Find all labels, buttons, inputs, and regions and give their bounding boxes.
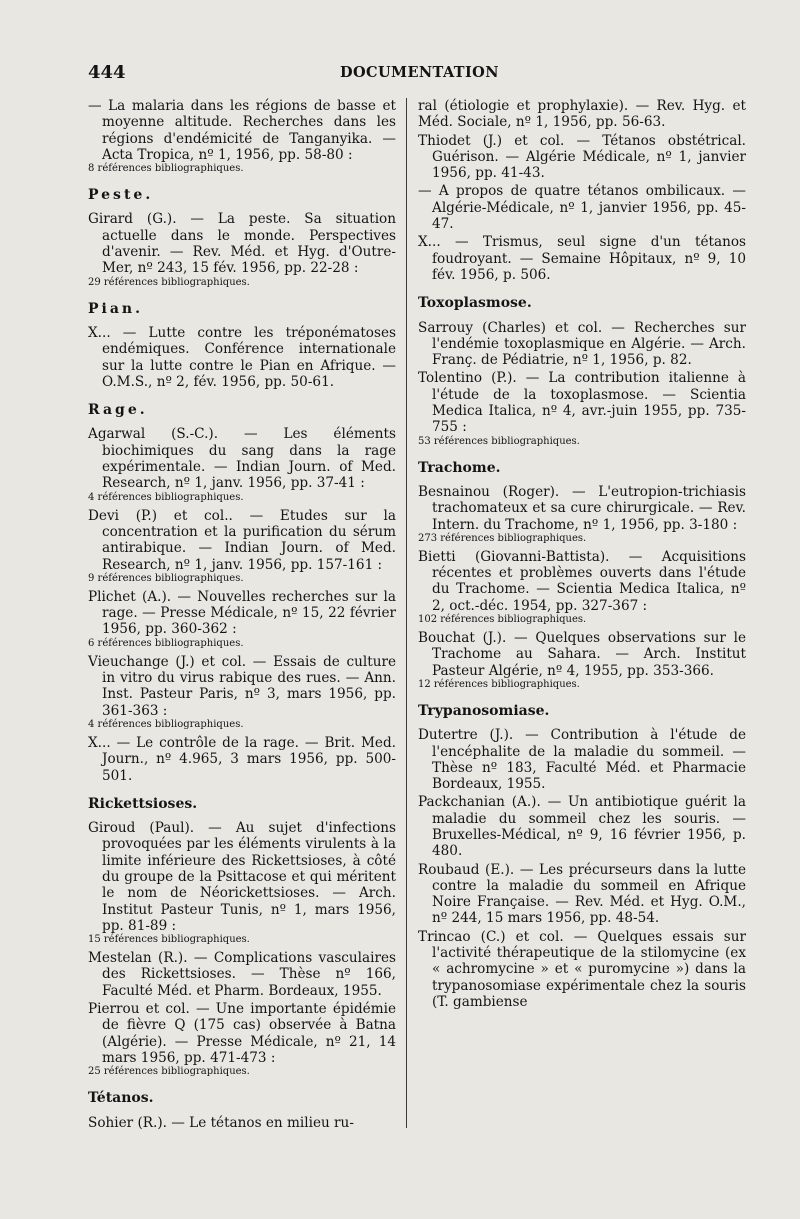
right-column xyxy=(418,98,746,1010)
section-heading-trachome: Trachome. xyxy=(418,459,501,476)
entry-rage-x: X... — Le contrôle de la rage. — Brit. Med. Journ., nº 4.965, 3 mars 1956, pp. 500-501. xyxy=(88,734,396,784)
section-heading-pian: Pian. xyxy=(88,300,143,317)
entry-malaria: — La malaria dans les régions de basse et moyenne altitude. Recherches dans les régions d'endémicité de Tanganyika. — Acta Tropica, nº 1, 1956, pp. 58-80 : xyxy=(88,98,396,163)
refs-note: 273 références bibliographiques. xyxy=(418,532,587,544)
column-divider xyxy=(406,98,407,1128)
entry-vieuchange: Vieuchange (J.) et col. — Essais de culture in vitro du virus rabique des rues. — Ann. Inst. Pasteur Paris, nº 3, mars 1956, pp. 361-363 : xyxy=(88,653,396,719)
entry-dutertre: Dutertre (J.). — Contribution à l'étude de l'encéphalite de la maladie du sommeil. — Thèse nº 183, Faculté Méd. et Pharmacie Bordeaux, 1955. xyxy=(418,727,746,793)
left-column xyxy=(88,98,396,1131)
refs-note: 4 références bibliographiques. xyxy=(88,491,244,503)
entry-packchanian: Packchanian (A.). — Un antibiotique guérit la maladie du sommeil chez les souris. — Bruxelles-Médical, nº 9, 16 février 1956, p. 480. xyxy=(418,794,746,860)
entry-besnainou: Besnainou (Roger). — L'eutropion-trichiasis trachomateux et sa cure chirurgicale. — Rev. Intern. du Trachome, nº 1, 1956, pp. 3-180 : xyxy=(418,483,746,533)
entry-sarrouy: Sarrouy (Charles) et col. — Recherches sur l'endémie toxoplasmique en Algérie. — Arch. Franç. de Pédiatrie, nº 1, 1956, p. 82. xyxy=(418,319,746,369)
entry-sohier: Sohier (R.). — Le tétanos en milieu ru- xyxy=(88,1114,354,1131)
entry-giroud: Giroud (Paul). — Au sujet d'infections provoquées par les éléments virulents à la limite inférieure des Rickettsioses, à côté du groupe de la Psittacose et qui méritent le nom de Néorickettsioses. — Arch. Institut Pasteur Tunis, nº 1, mars 1956, pp. 81-89 : xyxy=(88,820,396,934)
entry-bouchat: Bouchat (J.). — Quelques observations sur le Trachome au Sahara. — Arch. Institut Pasteur Algérie, nº 4, 1955, pp. 353-366. xyxy=(418,630,746,679)
refs-note: 15 références bibliographiques. xyxy=(88,934,250,946)
entry-devi: Devi (P.) et col.. — Etudes sur la concentration et la purification du sérum antirabique. — Indian Journ. of Med. Research, nº 1, janv. 1956, pp. 157-161 : xyxy=(88,507,396,573)
section-heading-rage: Rage. xyxy=(88,402,148,419)
running-title: DOCUMENTATION xyxy=(340,64,499,81)
section-heading-peste: Peste. xyxy=(88,187,154,204)
section-heading-tetanos: Tétanos. xyxy=(88,1090,154,1107)
section-heading-toxoplasmose: Toxoplasmose. xyxy=(418,295,532,312)
entry-thiodet: Thiodet (J.) et col. — Tétanos obstétrical. Guérison. — Algérie Médicale, nº 1, janvier 1956, pp. 41-43. xyxy=(418,132,746,182)
entry-pian-x: X... — Lutte contre les tréponématoses endémiques. Conférence internationale sur la lutte contre le Pian en Afrique. — O.M.S., nº 2, fév. 1956, pp. 50-61. xyxy=(88,324,396,390)
entry-tetanos-x: X... — Trismus, seul signe d'un tétanos foudroyant. — Semaine Hôpitaux, nº 9, 10 fév. 1956, p. 506. xyxy=(418,234,746,283)
refs-note: 25 références bibliographiques. xyxy=(88,1066,250,1078)
refs-note: 53 références bibliographiques. xyxy=(418,435,580,447)
section-heading-trypanosomiase: Trypanosomiase. xyxy=(418,702,550,719)
entry-plichet: Plichet (A.). — Nouvelles recherches sur la rage. — Presse Médicale, nº 15, 22 février 1956, pp. 360-362 : xyxy=(88,588,396,638)
section-heading-rickettsioses: Rickettsioses. xyxy=(88,795,198,812)
refs-note: 9 références bibliographiques. xyxy=(88,572,244,584)
entry-trincao: Trincao (C.) et col. — Quelques essais sur l'activité thérapeutique de la stilomycine (ex « achromycine » et « puromycine ») dans la trypanosomiase expérimentale chez la souris (T. gambiense xyxy=(418,928,746,1010)
entry-sohier-continued: ral (étiologie et prophylaxie). — Rev. Hyg. et Méd. Sociale, nº 1, 1956, pp. 56-63. xyxy=(418,98,746,131)
entry-mestelan: Mestelan (R.). — Complications vasculaires des Rickettsioses. — Thèse nº 166, Faculté Méd. et Pharm. Bordeaux, 1955. xyxy=(88,950,396,999)
entry-pierrou: Pierrou et col. — Une importante épidémie de fièvre Q (175 cas) observée à Batna (Algérie). — Presse Médicale, nº 21, 14 mars 1956, pp. 471-473 : xyxy=(88,1001,396,1066)
entry-bietti: Bietti (Giovanni-Battista). — Acquisitions récentes et problèmes ouverts dans l'étude du Trachome. — Scientia Medica Italica, nº 2, oct.-déc. 1954, pp. 327-367 : xyxy=(418,548,746,614)
refs-note: 8 références bibliographiques. xyxy=(88,163,244,175)
entry-tolentino: Tolentino (P.). — La contribution italienne à l'étude de la toxoplasmose. — Scientia Medica Italica, nº 4, avr.-juin 1955, pp. 735-755 : xyxy=(418,370,746,436)
entry-thiodet-2: — A propos de quatre tétanos ombilicaux. — Algérie-Médicale, nº 1, janvier 1956, pp. 45-47. xyxy=(418,183,746,233)
refs-note: 6 références bibliographiques. xyxy=(88,637,244,649)
refs-note: 29 références bibliographiques. xyxy=(88,276,250,288)
entry-girard: Girard (G.). — La peste. Sa situation actuelle dans le monde. Perspectives d'avenir. — Rev. Méd. et Hyg. d'Outre-Mer, nº 243, 15 fév. 1956, pp. 22-28 : xyxy=(88,211,396,277)
refs-note: 4 références bibliographiques. xyxy=(88,718,244,730)
refs-note: 102 références bibliographiques. xyxy=(418,614,587,626)
entry-agarwal: Agarwal (S.-C.). — Les éléments biochimiques du sang dans la rage expérimentale. — Indian Journ. of Med. Research, nº 1, janv. 1956, pp. 37-41 : xyxy=(88,426,396,492)
entry-roubaud: Roubaud (E.). — Les précurseurs dans la lutte contre la maladie du sommeil en Afrique Noire Française. — Rev. Méd. et Hyg. O.M., nº 244, 15 mars 1956, pp. 48-54. xyxy=(418,861,746,927)
page-header xyxy=(88,62,740,84)
refs-note: 12 références bibliographiques. xyxy=(418,678,580,690)
page-number: 444 xyxy=(88,62,126,83)
